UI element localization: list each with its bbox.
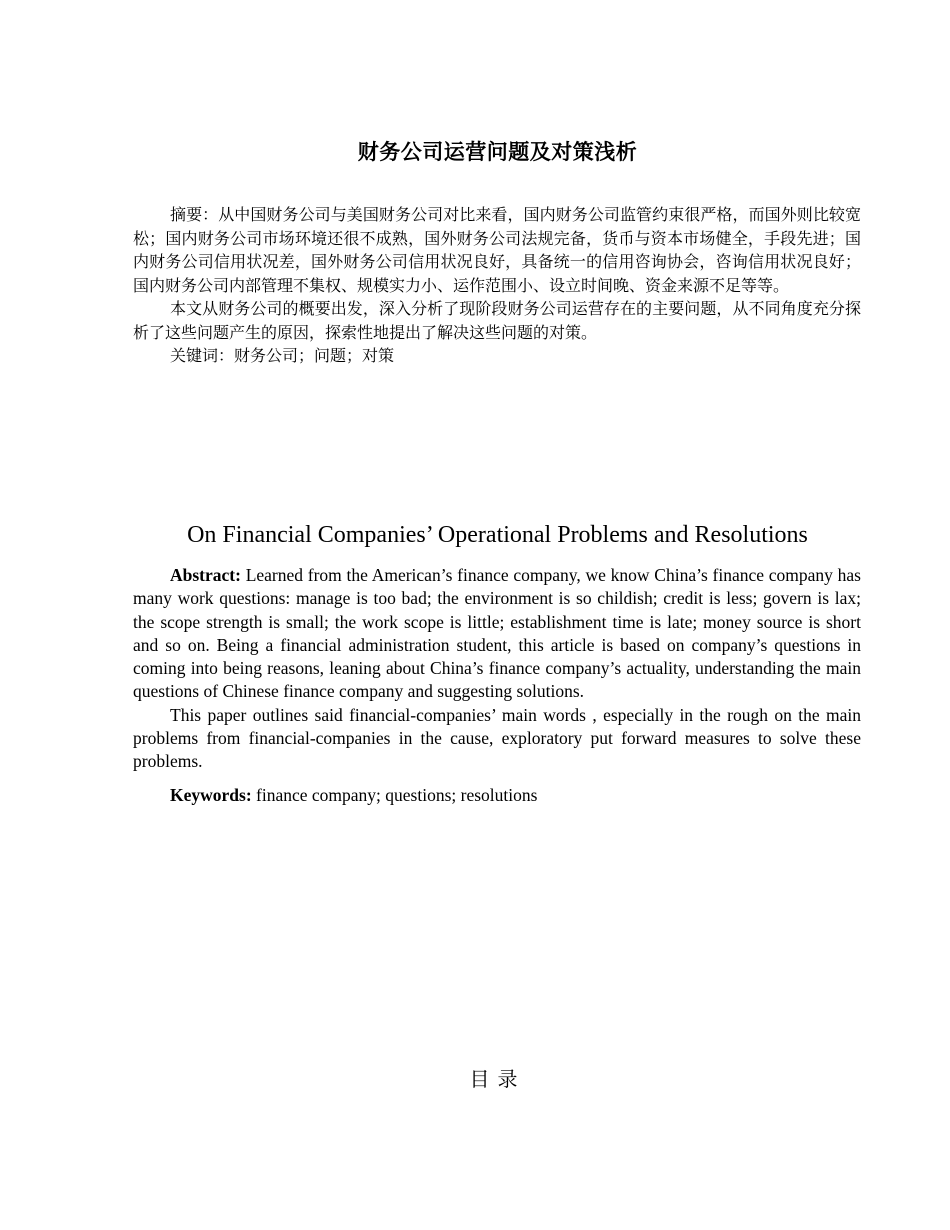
chinese-keywords: [133, 344, 861, 368]
chinese-keywords-text: 财务公司；问题；对策: [234, 346, 395, 365]
english-title: On Financial Companies’ Operational Problems and Resolutions: [187, 522, 808, 548]
chinese-abstract-text-1: 从中国财务公司与美国财务公司对比来看，国内财务公司监管约束很严格，而国外则比较宽松；国内财务公司市场环境还很不成熟，国外财务公司法规完备，货币与资本市场健全，手段先进；国内财务公司信用状况差，国外财务公司信用状况良好，具备统一的信用咨询协会，咨询信用状况良好；国内财务公司内部管理不集权、规模实力小、运作范围小、设立时间晚、资金来源不足等等。: [133, 205, 861, 295]
english-abstract-text-1: Learned from the American’s finance company, we know China’s finance company has many work questions: manage is too bad; the environment is so childish; credit is less; govern is lax; the scope strength is small; the work scope is little; establishment time is late; money source is short and so on. Being a financial administration student, this article is based on company’s questions in coming into being reasons, leaning about China’s finance company’s actuality, understanding the main questions of Chinese finance company and suggesting solutions.: [133, 565, 861, 702]
chinese-title: 财务公司运营问题及对策浅析: [357, 140, 638, 164]
chinese-keywords-label: 关键词：: [170, 346, 235, 365]
chinese-abstract-section: [133, 203, 861, 368]
english-abstract-section: [133, 564, 861, 807]
english-keywords-label: Keywords:: [170, 784, 252, 805]
toc-title: 目录: [469, 1067, 526, 1091]
english-abstract-paragraph-1: [133, 564, 861, 704]
chinese-abstract-paragraph-1: [133, 203, 861, 297]
english-abstract-label: Abstract:: [170, 565, 241, 585]
chinese-abstract-paragraph-2: 本文从财务公司的概要出发，深入分析了现阶段财务公司运营存在的主要问题，从不同角度充分探析了这些问题产生的原因，探索性地提出了解决这些问题的对策。: [133, 299, 861, 342]
english-keywords: [133, 784, 861, 807]
english-abstract-paragraph-2: This paper outlines said financial-companies’ main words , especially in the rough on the main problems from financial-companies in the cause, exploratory put forward measures to solve these problems.: [133, 704, 861, 772]
chinese-abstract-label: 摘要：: [170, 205, 219, 224]
english-keywords-text: finance company; questions; resolutions: [251, 784, 538, 805]
